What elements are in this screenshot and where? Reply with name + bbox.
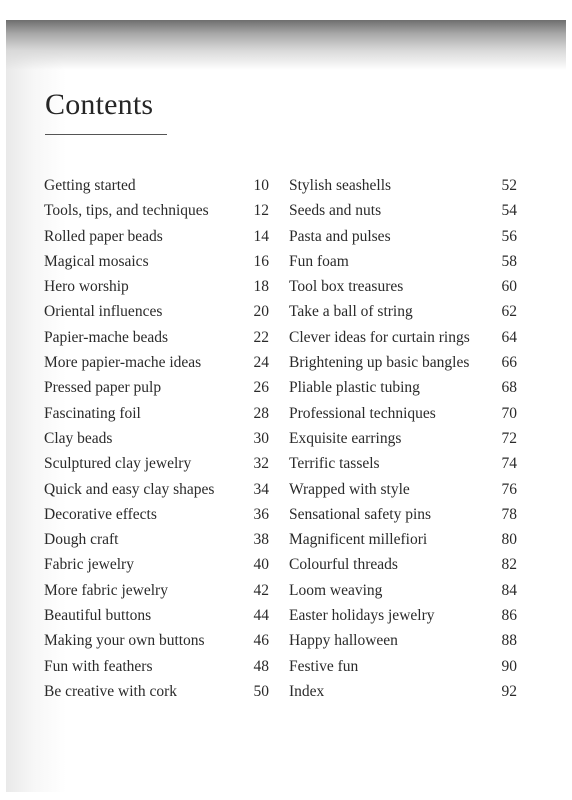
contents-entry <box>289 350 517 375</box>
entry-title: Fabric jewelry <box>44 556 134 574</box>
entry-title: Fascinating foil <box>44 404 141 422</box>
entry-title: More papier-mache ideas <box>44 354 202 372</box>
contents-entry <box>44 325 269 350</box>
entry-page-number: 46 <box>253 632 269 650</box>
entry-title: Hero worship <box>44 278 129 296</box>
entry-title: Tools, tips, and techniques <box>44 202 209 220</box>
contents-entry <box>44 603 269 628</box>
entry-page-number: 18 <box>253 278 269 296</box>
entry-title: Exquisite earrings <box>289 429 402 447</box>
contents-entry <box>289 224 517 249</box>
entry-title: Clever ideas for curtain rings <box>289 328 470 346</box>
entry-title: Pasta and pulses <box>289 227 391 245</box>
contents-entry <box>289 198 517 223</box>
entry-title: Papier-mache beads <box>44 328 169 346</box>
entry-title: Pressed paper pulp <box>44 379 162 397</box>
entry-title: Index <box>289 682 325 700</box>
entry-title: Pliable plastic tubing <box>289 379 420 397</box>
entry-title: Happy halloween <box>289 632 398 650</box>
contents-entry <box>44 299 269 324</box>
entry-page-number: 54 <box>501 202 517 220</box>
entry-page-number: 28 <box>253 404 269 422</box>
contents-entry <box>289 173 517 198</box>
contents-entry <box>44 502 269 527</box>
contents-entry <box>289 527 517 552</box>
entry-page-number: 42 <box>253 581 269 599</box>
contents-entry <box>44 628 269 653</box>
entry-title: Wrapped with style <box>289 480 410 498</box>
entry-page-number: 80 <box>501 531 517 549</box>
entry-page-number: 22 <box>253 328 269 346</box>
entry-page-number: 68 <box>501 379 517 397</box>
entry-title: Fun foam <box>289 252 349 270</box>
contents-entry <box>44 679 269 704</box>
entry-page-number: 64 <box>501 328 517 346</box>
contents-entry <box>44 249 269 274</box>
contents-entry <box>289 502 517 527</box>
entry-title: Decorative effects <box>44 505 157 523</box>
entry-page-number: 24 <box>253 354 269 372</box>
entry-title: Getting started <box>44 177 136 194</box>
scan-top-margin <box>0 0 572 22</box>
entry-title: Terrific tassels <box>289 455 380 473</box>
page-top-shadow <box>6 20 566 70</box>
entry-page-number: 78 <box>501 505 517 523</box>
entry-title: Professional techniques <box>289 404 436 422</box>
contents-entry <box>44 173 269 198</box>
entry-page-number: 62 <box>501 303 517 321</box>
contents-entry <box>289 375 517 400</box>
entry-page-number: 10 <box>253 177 269 194</box>
entry-page-number: 88 <box>501 632 517 650</box>
contents-entry <box>44 654 269 679</box>
contents-entry <box>289 603 517 628</box>
entry-page-number: 38 <box>253 531 269 549</box>
entry-page-number: 20 <box>253 303 269 321</box>
entry-title: Magnificent millefiori <box>289 531 428 549</box>
contents-entry <box>44 350 269 375</box>
entry-page-number: 30 <box>253 429 269 447</box>
entry-title: Beautiful buttons <box>44 607 152 625</box>
entry-page-number: 60 <box>501 278 517 296</box>
entry-title: Stylish seashells <box>289 177 392 194</box>
contents-entry <box>44 477 269 502</box>
contents-entry <box>289 401 517 426</box>
contents-entry <box>44 552 269 577</box>
entry-title: Brightening up basic bangles <box>289 354 470 372</box>
entry-page-number: 66 <box>501 354 517 372</box>
entry-page-number: 12 <box>253 202 269 220</box>
entry-page-number: 36 <box>253 505 269 523</box>
contents-entry <box>44 375 269 400</box>
entry-title: Festive fun <box>289 657 359 675</box>
contents-entry <box>289 477 517 502</box>
entry-page-number: 32 <box>253 455 269 473</box>
entry-page-number: 82 <box>501 556 517 574</box>
entry-title: Sensational safety pins <box>289 505 432 523</box>
contents-entry <box>289 578 517 603</box>
entry-page-number: 84 <box>501 581 517 599</box>
contents-entry <box>44 451 269 476</box>
entry-page-number: 90 <box>501 657 517 675</box>
title-underline <box>45 134 167 135</box>
entry-page-number: 58 <box>501 252 517 270</box>
entry-title: Clay beads <box>44 429 113 447</box>
entry-page-number: 44 <box>253 607 269 625</box>
contents-entry <box>289 552 517 577</box>
entry-title: Dough craft <box>44 531 119 549</box>
contents-entry <box>44 578 269 603</box>
contents-entry <box>289 325 517 350</box>
entry-title: Take a ball of string <box>289 303 413 321</box>
contents-entry <box>289 274 517 299</box>
entry-page-number: 92 <box>501 682 517 700</box>
contents-entry <box>289 451 517 476</box>
contents-entry <box>289 628 517 653</box>
entry-page-number: 48 <box>253 657 269 675</box>
entry-page-number: 40 <box>253 556 269 574</box>
entry-page-number: 76 <box>501 480 517 498</box>
contents-column-left <box>44 173 269 704</box>
entry-title: Seeds and nuts <box>289 202 382 220</box>
contents-entry <box>289 299 517 324</box>
entry-page-number: 56 <box>501 227 517 245</box>
page-title: Contents <box>45 88 154 121</box>
entry-title: Magical mosaics <box>44 252 149 270</box>
contents-entry <box>44 224 269 249</box>
entry-page-number: 14 <box>253 227 269 245</box>
entry-page-number: 26 <box>253 379 269 397</box>
contents-entry <box>44 274 269 299</box>
contents-entry <box>289 426 517 451</box>
entry-title: Colourful threads <box>289 556 398 574</box>
contents-entry <box>289 249 517 274</box>
entry-title: Easter holidays jewelry <box>289 607 435 625</box>
entry-page-number: 72 <box>501 429 517 447</box>
contents-column-right <box>289 173 517 704</box>
contents-entry <box>289 654 517 679</box>
entry-page-number: 70 <box>501 404 517 422</box>
entry-title: Rolled paper beads <box>44 227 163 245</box>
entry-title: Tool box treasures <box>289 278 404 296</box>
entry-title: Loom weaving <box>289 581 383 599</box>
entry-title: Making your own buttons <box>44 632 205 650</box>
entry-title: Sculptured clay jewelry <box>44 455 192 473</box>
contents-entry <box>289 679 517 704</box>
entry-page-number: 52 <box>501 177 517 194</box>
contents-entry <box>44 426 269 451</box>
entry-title: Quick and easy clay shapes <box>44 480 215 498</box>
entry-page-number: 86 <box>501 607 517 625</box>
entry-page-number: 34 <box>253 480 269 498</box>
entry-title: Be creative with cork <box>44 682 177 700</box>
entry-title: Oriental influences <box>44 303 163 321</box>
contents-entry <box>44 401 269 426</box>
entry-page-number: 16 <box>253 252 269 270</box>
entry-page-number: 50 <box>253 682 269 700</box>
contents-entry <box>44 198 269 223</box>
contents-entry <box>44 527 269 552</box>
entry-title: More fabric jewelry <box>44 581 168 599</box>
entry-page-number: 74 <box>501 455 517 473</box>
entry-title: Fun with feathers <box>44 657 153 675</box>
